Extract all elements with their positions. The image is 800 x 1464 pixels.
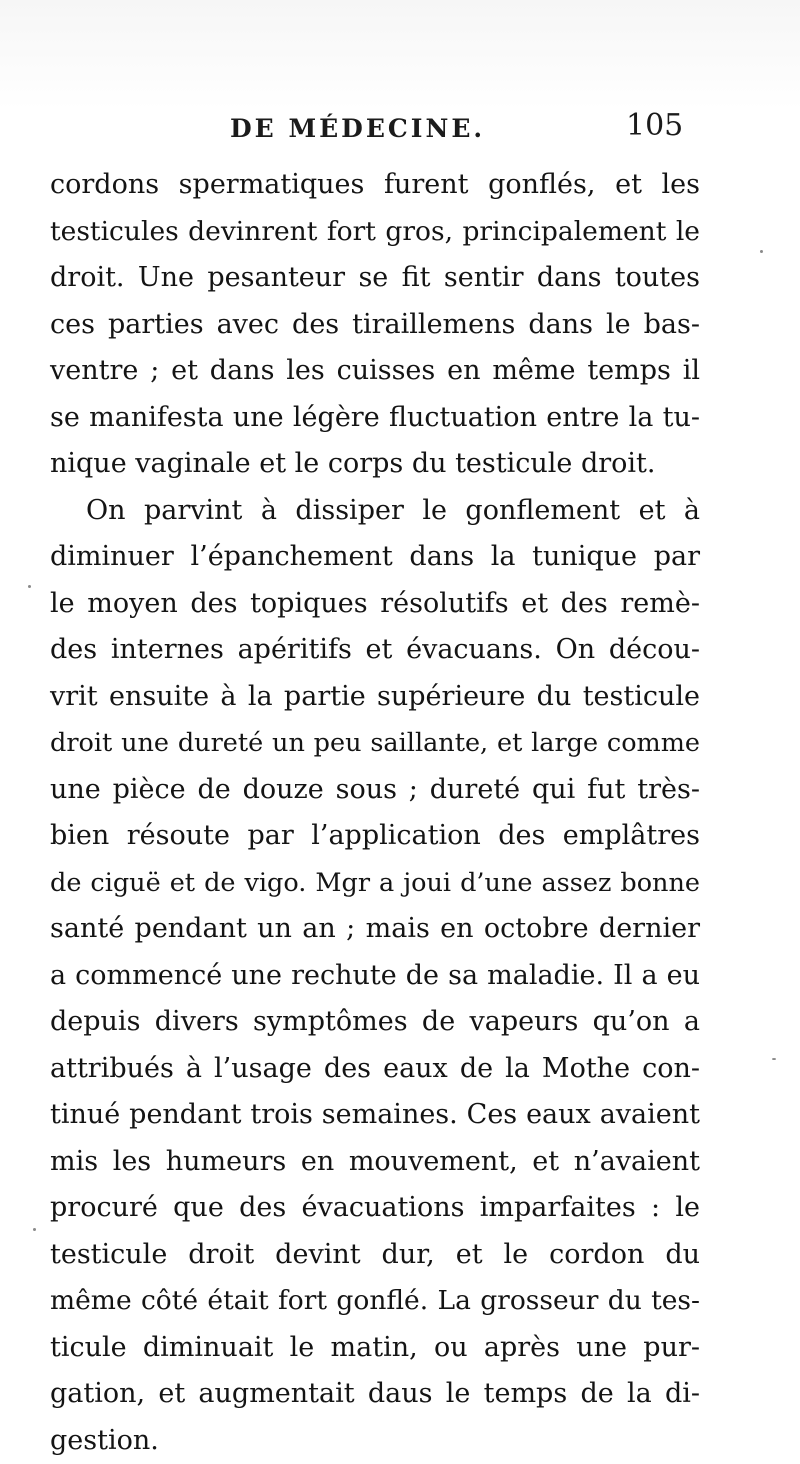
text-line: gestion. bbox=[50, 1418, 700, 1464]
text-line: procuré que des évacuations imparfaites : le bbox=[50, 1185, 700, 1232]
text-line: le moyen des topiques résolutifs et des remè- bbox=[50, 581, 700, 628]
running-head: DE MÉDECINE. bbox=[230, 114, 485, 143]
text-line: nique vaginale et le corps du testicule droit. bbox=[50, 441, 700, 488]
text-line: ventre ; et dans les cuisses en même temps il bbox=[50, 348, 700, 395]
text-line: a commencé une rechute de sa maladie. Il a eu bbox=[50, 953, 700, 1000]
page-number: 105 bbox=[626, 108, 683, 143]
text-line: testicule droit devint dur, et le cordon du bbox=[50, 1232, 700, 1279]
text-line: bien résoute par l’application des emplâtres bbox=[50, 813, 700, 860]
text-line: testicules devinrent fort gros, principalement le bbox=[50, 209, 700, 256]
text-line: cordons spermatiques furent gonflés, et les bbox=[50, 162, 700, 209]
scan-speck bbox=[772, 1058, 776, 1060]
text-line: attribués à l’usage des eaux de la Mothe con- bbox=[50, 1046, 700, 1093]
text-line: droit. Une pesanteur se fit sentir dans toutes bbox=[50, 255, 700, 302]
text-line: depuis divers symptômes de vapeurs qu’on a bbox=[50, 999, 700, 1046]
text-line: santé pendant un an ; mais en octobre dernier bbox=[50, 906, 700, 953]
text-line: droit une dureté un peu saillante, et large comme bbox=[50, 720, 700, 767]
scan-speck bbox=[760, 250, 763, 253]
scan-speck bbox=[28, 585, 31, 588]
text-line: mis les humeurs en mouvement, et n’avaient bbox=[50, 1139, 700, 1186]
text-line: ces parties avec des tiraillemens dans le bas- bbox=[50, 302, 700, 349]
text-line: diminuer l’épanchement dans la tunique par bbox=[50, 534, 700, 581]
text-line: gation, et augmentait daus le temps de la di- bbox=[50, 1371, 700, 1418]
text-line: tinué pendant trois semaines. Ces eaux avaient bbox=[50, 1092, 700, 1139]
text-line: des internes apéritifs et évacuans. On décou- bbox=[50, 627, 700, 674]
body-text bbox=[50, 162, 700, 1464]
text-line: vrit ensuite à la partie supérieure du testicule bbox=[50, 674, 700, 721]
text-line: ticule diminuait le matin, ou après une pur- bbox=[50, 1325, 700, 1372]
paragraph-start-line: On parvint à dissiper le gonflement et à bbox=[50, 488, 700, 535]
scan-speck bbox=[33, 1228, 36, 1231]
text-line: de ciguë et de vigo. Mgr a joui d’une assez bonne bbox=[50, 860, 700, 907]
text-line: se manifesta une légère fluctuation entre la tu- bbox=[50, 395, 700, 442]
text-line: une pièce de douze sous ; dureté qui fut très- bbox=[50, 767, 700, 814]
text-line: même côté était fort gonflé. La grosseur du tes- bbox=[50, 1278, 700, 1325]
